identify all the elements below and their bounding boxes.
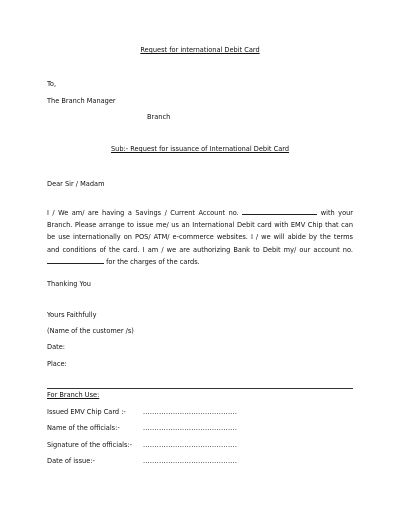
officials-signature-label: Signature of the officials:- — [47, 441, 133, 449]
subject-line: Sub:- Request for issuance of International Debit Card — [110, 145, 290, 153]
date-of-issue-dots: ......................................... — [143, 457, 238, 465]
salutation: Dear Sir / Madam — [47, 180, 105, 188]
officials-signature-dots: ......................................... — [143, 441, 238, 449]
place-label: Place: — [47, 360, 67, 368]
body-text-part1: I / We am/ are having a Savings / Current Account no. — [47, 209, 243, 217]
document-title: Request for international Debit Card — [140, 46, 260, 54]
customer-name-line: (Name of the customer /s) — [47, 327, 134, 335]
date-of-issue-label: Date of issue:- — [47, 457, 95, 465]
branch-label: Branch — [147, 113, 171, 121]
branch-use-heading: For Branch Use: — [47, 391, 100, 399]
to-line: To, — [47, 80, 57, 88]
addressee: The Branch Manager — [47, 97, 116, 105]
closing-line: Thanking You — [47, 280, 91, 288]
debit-account-blank — [47, 257, 104, 264]
account-number-blank — [242, 208, 317, 215]
officials-name-dots: ......................................... — [143, 424, 238, 432]
body-paragraph — [47, 207, 353, 268]
body-text-part2: with your Branch. Please arrange to issue me/ us an International Debit card with EMV Chip that can be use internationally on POS/ ATM/ e-commerce websites. I / we will abide by the terms and conditions of the card. I am / we are authorizing Bank to Debit my/ our account no. — [47, 209, 354, 254]
date-label: Date: — [47, 343, 65, 351]
officials-name-label: Name of the officials:- — [47, 424, 120, 432]
issued-card-dots: ......................................... — [143, 408, 238, 416]
body-text-part3: for the charges of the cards. — [104, 257, 200, 266]
issued-card-label: Issued EMV Chip Card :- — [47, 408, 126, 416]
branch-use-divider — [47, 388, 353, 389]
sign-off: Yours Faithfully — [47, 311, 97, 319]
